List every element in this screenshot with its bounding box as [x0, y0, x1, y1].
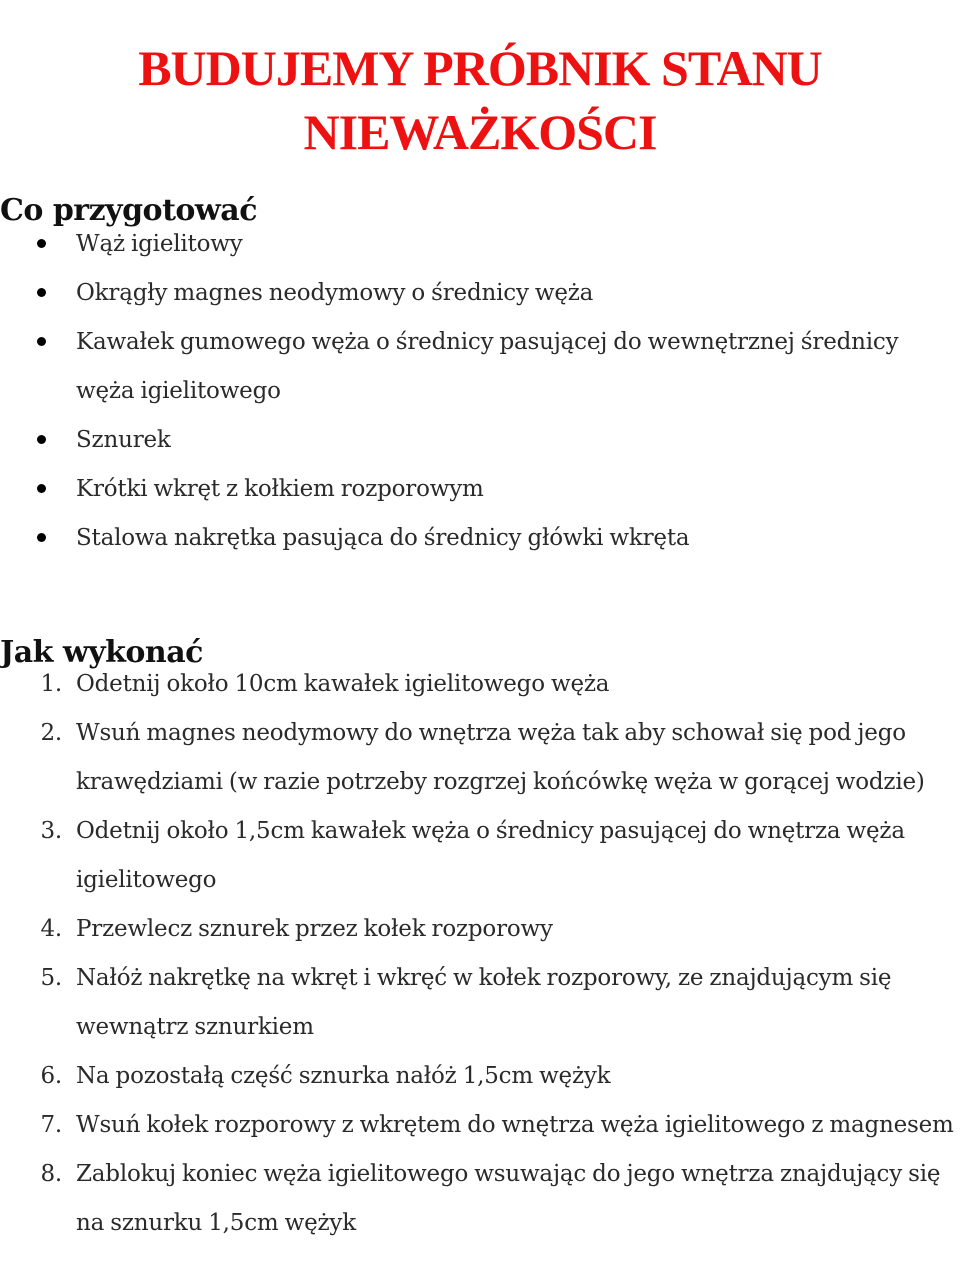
- title-line-2: NIEWAŻKOŚCI: [303, 103, 657, 160]
- materials-list: [0, 220, 960, 563]
- step-number: 7.: [40, 1112, 62, 1138]
- step-text: Na pozostałą część sznurka nałóż 1,5cm wężyk: [76, 1063, 611, 1089]
- list-item: [0, 416, 960, 465]
- step-number: 3.: [40, 818, 62, 844]
- step-text: Wsuń kołek rozporowy z wkrętem do wnętrza węża igielitowego z magnesem: [76, 1112, 954, 1138]
- list-item: [0, 220, 960, 269]
- step-text: Odetnij około 10cm kawałek igielitowego węża: [76, 671, 610, 697]
- step-text: Nałóż nakrętkę na wkręt i wkręć w kołek rozporowy, ze znajdującym się wewnątrz sznurkiem: [76, 965, 892, 1040]
- list-item-text: Stalowa nakrętka pasująca do średnicy główki wkręta: [76, 525, 690, 551]
- list-item-text: Kawałek gumowego węża o średnicy pasującej do wewnętrznej średnicy węża igielitowego: [76, 329, 899, 404]
- step-item: [0, 954, 960, 1052]
- step-item: [0, 1150, 960, 1248]
- list-item-text: Krótki wkręt z kołkiem rozporowym: [76, 476, 484, 502]
- step-item: [0, 807, 960, 905]
- step-item: [0, 905, 960, 954]
- list-item-text: Sznurek: [76, 427, 171, 453]
- bullet-icon: [37, 484, 46, 493]
- step-text: Odetnij około 1,5cm kawałek węża o średnicy pasującej do wnętrza węża igielitowego: [76, 818, 905, 893]
- list-item: [0, 318, 960, 416]
- step-item: [0, 1101, 960, 1150]
- step-item: [0, 1052, 960, 1101]
- step-number: 4.: [40, 916, 62, 942]
- step-text: Zablokuj koniec węża igielitowego wsuwając do jego wnętrza znajdujący się na sznurku 1,5cm wężyk: [76, 1161, 941, 1236]
- list-item-text: Okrągły magnes neodymowy o średnicy węża: [76, 280, 594, 306]
- step-item: [0, 709, 960, 807]
- document-title: [0, 36, 960, 164]
- bullet-icon: [37, 288, 46, 297]
- materials-heading: Co przygotować: [0, 192, 257, 228]
- step-number: 2.: [40, 720, 62, 746]
- list-item: [0, 465, 960, 514]
- step-item: [0, 660, 960, 709]
- step-text: Wsuń magnes neodymowy do wnętrza węża tak aby schował się pod jego krawędziami (w razie potrzeby rozgrzej końcówkę węża w gorącej wodzie): [76, 720, 925, 795]
- bullet-icon: [37, 239, 46, 248]
- list-item: [0, 514, 960, 563]
- bullet-icon: [37, 533, 46, 542]
- list-item: [0, 269, 960, 318]
- bullet-icon: [37, 337, 46, 346]
- instructions-list: [0, 660, 960, 1248]
- step-number: 6.: [40, 1063, 62, 1089]
- bullet-icon: [37, 435, 46, 444]
- step-number: 1.: [40, 671, 62, 697]
- step-text: Przewlecz sznurek przez kołek rozporowy: [76, 916, 553, 942]
- step-number: 5.: [40, 965, 62, 991]
- title-line-1: BUDUJEMY PRÓBNIK STANU: [138, 39, 822, 96]
- list-item-text: Wąż igielitowy: [76, 231, 243, 257]
- step-number: 8.: [40, 1161, 62, 1187]
- instructions-heading: Jak wykonać: [0, 634, 203, 670]
